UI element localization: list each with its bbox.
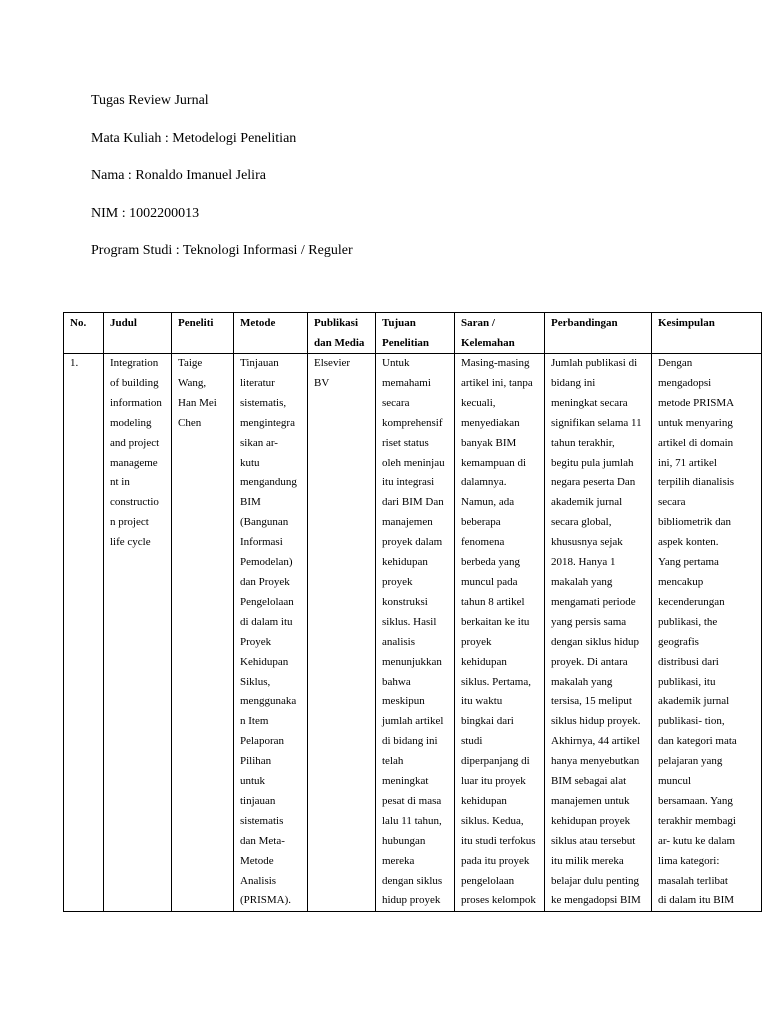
journal-review-table bbox=[63, 312, 762, 912]
cell-metode: Tinjauan literatur sistematis, mengintegra sikan ar- kutu mengandung BIM (Bangunan Informasi Pemodelan) dan Proyek Pengelolaan di dalam itu Proyek Kehidupan Siklus, menggunaka n Item Pelaporan Pilihan untuk tinjauan sistematis dan Meta- Metode Analisis (PRISMA). bbox=[234, 354, 308, 912]
cell-saran: Masing-masing artikel ini, tanpa kecuali, menyediakan banyak BIM kemampuan di dalamnya. Namun, ada beberapa fenomena berbeda yang muncul pada tahun 8 artikel berkaitan ke itu proyek kehidupan siklus. Pertama, itu waktu bingkai dari studi diperpanjang di luar itu proyek kehidupan siklus. Kedua, itu studi terfokus pada itu proyek pengelolaan proses kelompok bbox=[455, 354, 545, 912]
cell-no: 1. bbox=[64, 354, 104, 912]
column-header-peneliti: Peneliti bbox=[172, 313, 234, 354]
cell-publikasi: Elsevier BV bbox=[308, 354, 376, 912]
column-header-metode: Metode bbox=[234, 313, 308, 354]
cell-perbandingan: Jumlah publikasi di bidang ini meningkat secara signifikan selama 11 tahun terakhir, begitu pula jumlah negara peserta Dan akademik jurnal secara global, khususnya sejak 2018. Hanya 1 makalah yang mengamati periode yang persis sama dengan siklus hidup proyek. Di antara makalah yang tersisa, 15 meliput siklus hidup proyek. Akhirnya, 44 artikel hanya menyebutkan BIM sebagai alat manajemen untuk kehidupan proyek siklus atau tersebut itu milik mereka belajar dulu penting ke mengadopsi BIM bbox=[545, 354, 652, 912]
column-header-saran: Saran / Kelemahan bbox=[455, 313, 545, 354]
column-header-publikasi: Publikasi dan Media bbox=[308, 313, 376, 354]
student-name-line: Nama : Ronaldo Imanuel Jelira bbox=[91, 168, 266, 183]
student-id-line: NIM : 1002200013 bbox=[91, 205, 200, 221]
column-header-judul: Judul bbox=[104, 313, 172, 354]
cell-kesimpulan: Dengan mengadopsi metode PRISMA untuk menyaring artikel di domain ini, 71 artikel terpilih dianalisis secara bibliometrik dan aspek konten. Yang pertama mencakup kecenderungan publikasi, the geografis distribusi dari publikasi, itu akademik jurnal publikasi- tion, dan kategori mata pelajaran yang muncul bersamaan. Yang terakhir membagi ar- kutu ke dalam lima kategori: masalah terlibat di dalam itu BIM bbox=[652, 354, 762, 912]
column-header-kesimpulan: Kesimpulan bbox=[652, 313, 762, 354]
cell-peneliti: Taige Wang, Han Mei Chen bbox=[172, 354, 234, 912]
column-header-perbandingan: Perbandingan bbox=[545, 313, 652, 354]
assignment-header bbox=[91, 82, 353, 270]
column-header-no: No. bbox=[64, 313, 104, 354]
course-line: Mata Kuliah : Metodelogi Penelitian bbox=[91, 130, 297, 146]
study-program-line: Program Studi : Teknologi Informasi / Reguler bbox=[91, 243, 353, 258]
column-header-tujuan: Tujuan Penelitian bbox=[376, 313, 455, 354]
assignment-title: Tugas Review Jurnal bbox=[91, 93, 209, 108]
cell-judul: Integration of building information modeling and project manageme nt in constructio n project life cycle bbox=[104, 354, 172, 912]
cell-tujuan: Untuk memahami secara komprehensif riset status oleh meninjau itu integrasi dari BIM Dan manajemen proyek dalam kehidupan proyek konstruksi siklus. Hasil analisis menunjukkan bahwa meskipun jumlah artikel di bidang ini telah meningkat pesat di masa lalu 11 tahun, hubungan mereka dengan siklus hidup proyek bbox=[376, 354, 455, 912]
